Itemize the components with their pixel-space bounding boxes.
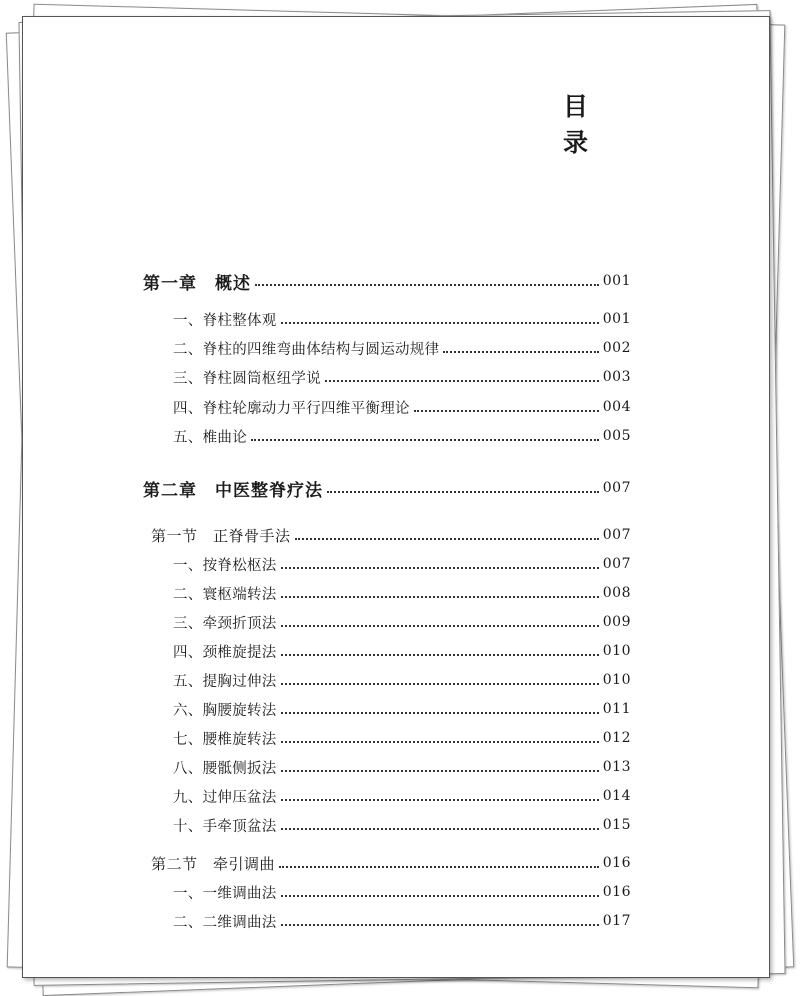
leader-dots [281, 826, 599, 830]
toc-entry-title: 十、手牵顶盆法 [173, 818, 277, 835]
toc-page-number: 004 [602, 399, 631, 415]
toc-page-number: 001 [602, 311, 631, 327]
toc-page-number: 009 [602, 614, 631, 630]
toc-item-row [173, 336, 631, 360]
toc-item-row [173, 610, 631, 634]
toc-item-row [173, 909, 631, 933]
toc-item-row [173, 784, 631, 808]
leader-dots [281, 768, 599, 772]
toc-chapter-row [143, 476, 631, 500]
toc-entry-title: 一、脊柱整体观 [173, 312, 277, 329]
toc-page-number: 012 [602, 730, 631, 746]
toc-item-row [173, 365, 631, 389]
leader-dots [281, 652, 599, 656]
toc-page-number: 010 [602, 672, 631, 688]
toc-item-row [173, 726, 631, 750]
toc-entry-title: 六、胸腰旋转法 [173, 702, 277, 719]
leader-dots [281, 739, 599, 743]
toc-entry-title: 四、脊柱轮廓动力平行四维平衡理论 [173, 400, 410, 417]
table-of-contents [23, 17, 769, 977]
toc-entry-title: 第二章 中医整脊疗法 [143, 480, 323, 501]
toc-page-number: 003 [602, 369, 631, 385]
toc-page-number: 007 [602, 480, 631, 496]
contents-page [22, 16, 770, 978]
leader-dots [281, 922, 599, 926]
leader-dots [281, 681, 599, 685]
toc-page-number: 017 [602, 913, 631, 929]
leader-dots [279, 864, 599, 868]
toc-section-row [151, 851, 631, 875]
toc-entry-title: 五、椎曲论 [173, 429, 247, 446]
toc-page-number: 011 [602, 701, 631, 717]
toc-chapter-row [143, 269, 631, 293]
toc-item-row [173, 697, 631, 721]
toc-page-number: 016 [602, 884, 631, 900]
toc-item-row [173, 813, 631, 837]
leader-dots [281, 710, 599, 714]
leader-dots [281, 623, 599, 627]
leader-dots [251, 437, 599, 441]
leader-dots [414, 408, 599, 412]
toc-entry-title: 七、腰椎旋转法 [173, 731, 277, 748]
leader-dots [281, 594, 599, 598]
toc-page-number: 008 [602, 585, 631, 601]
toc-item-row [173, 668, 631, 692]
toc-item-row [173, 552, 631, 576]
toc-section-row [151, 523, 631, 547]
toc-entry-title: 四、颈椎旋提法 [173, 644, 277, 661]
toc-page-number: 014 [602, 788, 631, 804]
leader-dots [327, 489, 599, 493]
toc-entry-title: 第二节 牵引调曲 [151, 854, 276, 873]
leader-dots [281, 797, 599, 801]
toc-entry-title: 第一节 正脊骨手法 [151, 526, 291, 545]
toc-entry-title: 二、寰枢端转法 [173, 586, 277, 603]
leader-dots [255, 282, 599, 286]
leader-dots [325, 378, 599, 382]
toc-entry-title: 五、提胸过伸法 [173, 673, 277, 690]
toc-page-number: 001 [602, 273, 631, 289]
toc-entry-title: 三、牵颈折顶法 [173, 615, 277, 632]
page-title: 目 录 [563, 92, 611, 157]
leader-dots [295, 536, 599, 540]
toc-entry-title: 九、过伸压盆法 [173, 789, 277, 806]
toc-entry-title: 八、腰骶侧扳法 [173, 760, 277, 777]
toc-item-row [173, 395, 631, 419]
toc-entry-title: 一、按脊松枢法 [173, 557, 277, 574]
toc-entry-title: 二、二维调曲法 [173, 914, 277, 931]
toc-page-number: 005 [602, 428, 631, 444]
toc-page-number: 013 [602, 759, 631, 775]
toc-item-row [173, 307, 631, 331]
toc-page-number: 002 [602, 340, 631, 356]
toc-item-row [173, 424, 631, 448]
toc-entry-title: 一、一维调曲法 [173, 885, 277, 902]
toc-entry-title: 第一章 概述 [143, 273, 251, 294]
toc-entry-title: 二、脊柱的四维弯曲体结构与圆运动规律 [173, 341, 440, 358]
leader-dots [281, 893, 599, 897]
toc-page-number: 007 [602, 527, 631, 543]
toc-page-number: 007 [602, 556, 631, 572]
toc-page-number: 015 [602, 817, 631, 833]
toc-page-number: 016 [602, 855, 631, 871]
toc-entry-title: 三、脊柱圆筒枢纽学说 [173, 370, 321, 387]
toc-page-number: 010 [602, 643, 631, 659]
toc-item-row [173, 581, 631, 605]
toc-item-row [173, 880, 631, 904]
leader-dots [443, 349, 598, 353]
leader-dots [281, 565, 599, 569]
toc-item-row [173, 755, 631, 779]
leader-dots [281, 320, 599, 324]
toc-item-row [173, 639, 631, 663]
